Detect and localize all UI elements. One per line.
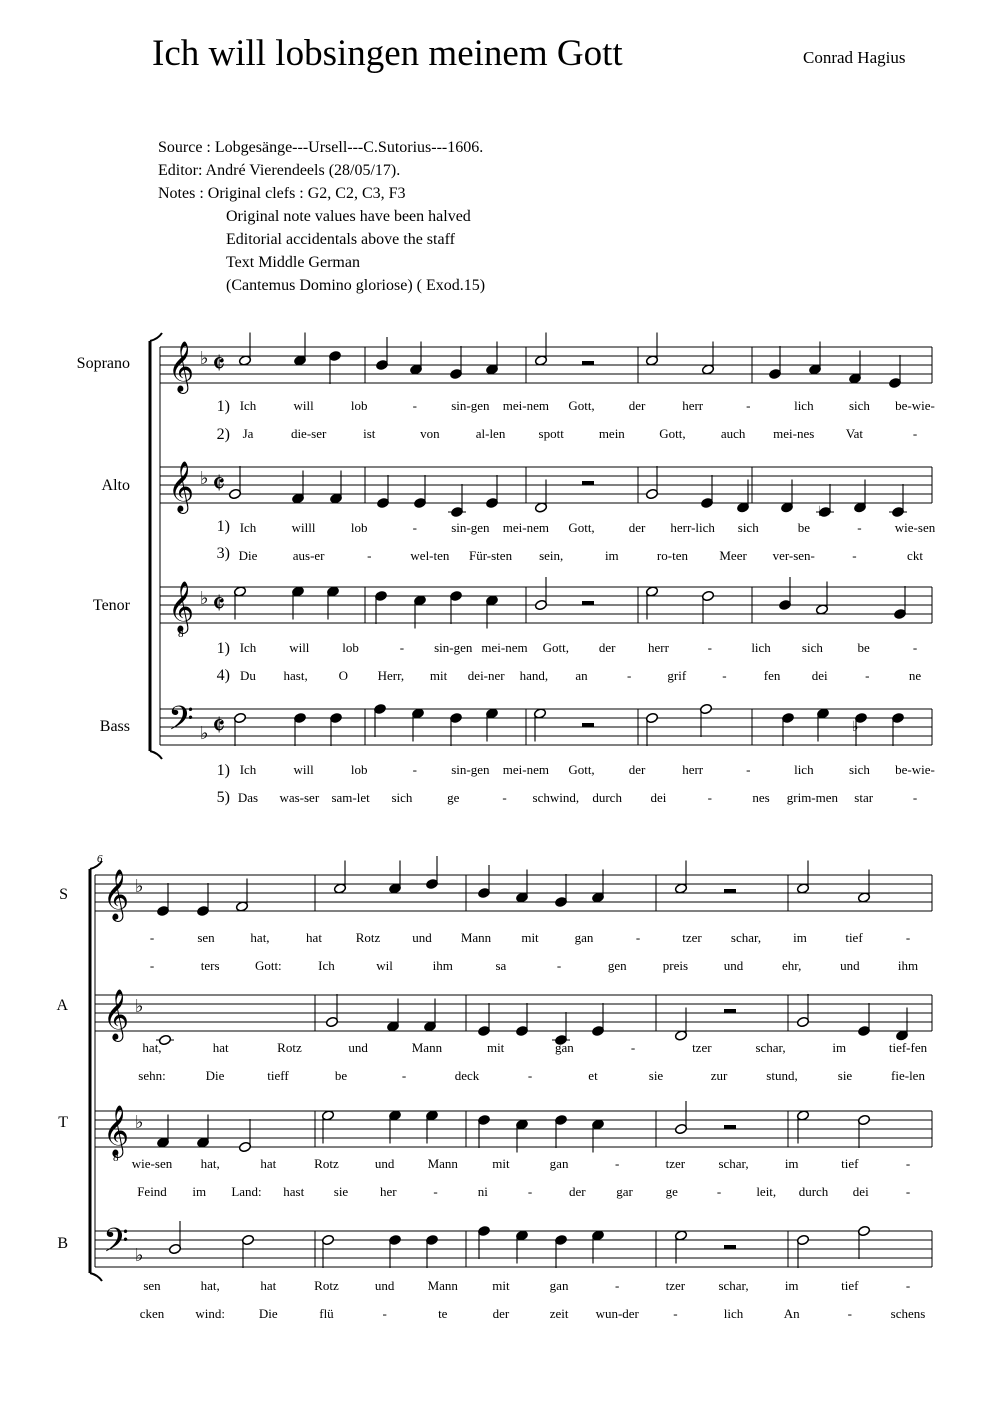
half-rest bbox=[582, 481, 594, 485]
lyric-syllable: Rotz bbox=[314, 1278, 339, 1293]
lyric-syllable: preis bbox=[662, 958, 689, 973]
lyric-syllable: Gott: bbox=[254, 958, 282, 973]
lyric-syllable: - bbox=[401, 1068, 407, 1083]
lyric-syllable: ge bbox=[665, 1184, 678, 1199]
lyric-syllable: hat bbox=[260, 1156, 277, 1171]
lyric-syllable: deck bbox=[454, 1068, 480, 1083]
lyric-syllable: sin-gen bbox=[434, 640, 473, 655]
lyric-syllable: - bbox=[527, 1068, 533, 1083]
lyric-syllable: will bbox=[289, 640, 310, 655]
cut-time-icon: 𝄵 bbox=[212, 348, 226, 381]
octave-mark: 8 bbox=[113, 1152, 119, 1164]
lyric-syllable: be-wie- bbox=[895, 398, 935, 413]
lyric-syllable: hat, bbox=[200, 1156, 220, 1171]
half-rest bbox=[724, 1245, 736, 1249]
lyric-syllable: lich bbox=[794, 398, 814, 413]
lyric-syllable: Ich bbox=[239, 520, 257, 535]
lyric-syllable: mit bbox=[492, 1278, 510, 1293]
lyric-syllable: be-wie- bbox=[895, 762, 935, 777]
lyric-syllable: an bbox=[575, 668, 588, 683]
verse-number: 5) bbox=[216, 789, 230, 806]
lyric-syllable: dei bbox=[852, 1184, 869, 1199]
lyric-syllable: sehn: bbox=[138, 1068, 166, 1083]
lyric-syllable: - bbox=[149, 930, 155, 945]
lyric-syllable: im bbox=[793, 930, 807, 945]
half-rest bbox=[724, 889, 736, 893]
lyric-syllable: der bbox=[628, 762, 646, 777]
lyric-syllable: und bbox=[374, 1278, 395, 1293]
lyric-syllable: her bbox=[379, 1184, 397, 1199]
accidentals-note: Editorial accidentals above the staff bbox=[226, 231, 455, 248]
lyric-syllable: stund, bbox=[766, 1068, 798, 1083]
lyric-syllable: mei-nem bbox=[502, 762, 550, 777]
lyric-syllable: - bbox=[707, 790, 712, 805]
flat-icon: ♭ bbox=[200, 588, 209, 608]
lyric-syllable: und bbox=[374, 1156, 395, 1171]
lyric-syllable: Die bbox=[238, 548, 258, 563]
lyric-syllable: sein, bbox=[539, 548, 564, 563]
lyric-syllable: tief bbox=[841, 1278, 859, 1293]
lyric-syllable: mit bbox=[486, 1040, 505, 1055]
lyric-syllable: - bbox=[149, 958, 155, 973]
lyric-syllable: hat bbox=[212, 1040, 229, 1055]
lyric-syllable: Du bbox=[240, 668, 256, 683]
lyric-syllable: gan bbox=[574, 930, 594, 945]
lyric-syllable: schar, bbox=[718, 1156, 749, 1171]
lyric-syllable: - bbox=[630, 1040, 636, 1055]
lyric-syllable: im bbox=[784, 1278, 799, 1293]
lyric-syllable: sen bbox=[197, 930, 215, 945]
composer-name: Conrad Hagius bbox=[803, 48, 906, 67]
lyric-syllable: hast bbox=[283, 1184, 305, 1199]
lyric-syllable: lob bbox=[342, 640, 359, 655]
text-note: Text Middle German bbox=[226, 254, 360, 271]
voice-label-short: B bbox=[57, 1235, 68, 1252]
lyric-syllable: flü bbox=[319, 1306, 334, 1321]
lyric-syllable: Gott, bbox=[542, 640, 570, 655]
lyric-syllable: gan bbox=[549, 1156, 569, 1171]
lyric-syllable: sie bbox=[333, 1184, 349, 1199]
lyric-syllable: te bbox=[438, 1306, 448, 1321]
clefs-note: Notes : Original clefs : G2, C2, C3, F3 bbox=[158, 185, 406, 202]
lyric-syllable: - bbox=[852, 548, 857, 563]
lyric-syllable: im bbox=[784, 1156, 799, 1171]
lyric-syllable: - bbox=[527, 1184, 533, 1199]
verse-number: 1) bbox=[216, 762, 230, 779]
lyric-syllable: tzer bbox=[692, 1040, 712, 1055]
lyric-syllable: leit, bbox=[756, 1184, 777, 1199]
flat-icon: ♭ bbox=[852, 720, 859, 735]
lyric-syllable: lob bbox=[350, 762, 368, 777]
cut-time-icon: 𝄵 bbox=[212, 468, 226, 501]
lyric-syllable: hat, bbox=[200, 1278, 220, 1293]
lyric-syllable: be bbox=[797, 520, 810, 535]
lyric-syllable: ihm bbox=[432, 958, 453, 973]
lyric-syllable: sen bbox=[143, 1278, 161, 1293]
lyric-syllable: mei-nem bbox=[502, 398, 550, 413]
half-rest bbox=[582, 723, 594, 727]
lyric-syllable: wun-der bbox=[595, 1306, 639, 1321]
lyric-syllable: ters bbox=[200, 958, 220, 973]
lyric-syllable: Ich bbox=[239, 398, 257, 413]
lyric-syllable: herr bbox=[682, 398, 704, 413]
lyric-syllable: tief bbox=[841, 1156, 859, 1171]
lyric-syllable: al-len bbox=[475, 426, 506, 441]
lyric-syllable: Mann bbox=[427, 1278, 458, 1293]
lyric-syllable: zur bbox=[710, 1068, 728, 1083]
lyric-syllable: tzer bbox=[665, 1156, 686, 1171]
lyric-syllable: schar, bbox=[730, 930, 762, 945]
lyric-syllable: aus-er bbox=[292, 548, 325, 563]
treble-clef-icon: 𝄞 bbox=[103, 990, 130, 1039]
lyric-syllable: Rotz bbox=[277, 1040, 302, 1055]
lyric-syllable: - bbox=[905, 930, 911, 945]
lyric-syllable: hat bbox=[306, 930, 322, 945]
lyric-syllable: herr bbox=[682, 762, 704, 777]
flat-icon: ♭ bbox=[200, 723, 209, 743]
voice-label-short: S bbox=[59, 886, 68, 903]
lyric-syllable: - bbox=[412, 520, 417, 535]
lyric-syllable: mit bbox=[521, 930, 539, 945]
voice-label-short: T bbox=[58, 1114, 68, 1131]
lyric-syllable: lich bbox=[794, 762, 814, 777]
octave-mark: 8 bbox=[178, 628, 184, 640]
lyric-syllable: hast, bbox=[283, 668, 308, 683]
lyric-syllable: - bbox=[746, 398, 751, 413]
lyric-syllable: Meer bbox=[719, 548, 747, 563]
psalm-note: (Cantemus Domino gloriose) ( Exod.15) bbox=[226, 277, 486, 294]
lyric-syllable: und bbox=[348, 1040, 368, 1055]
lyric-syllable: mei-nes bbox=[773, 426, 815, 441]
lyric-syllable: dei bbox=[650, 790, 667, 805]
lyric-syllable: ehr, bbox=[782, 958, 802, 973]
verse-number: 1) bbox=[216, 518, 230, 535]
cut-time-icon: 𝄵 bbox=[212, 710, 226, 743]
lyric-syllable: - bbox=[615, 1156, 620, 1171]
lyric-syllable: Rotz bbox=[355, 930, 381, 945]
lyric-syllable: - bbox=[626, 668, 632, 683]
lyric-syllable: Ich bbox=[239, 640, 257, 655]
lyric-syllable: tzer bbox=[682, 930, 702, 945]
lyric-syllable: was-ser bbox=[279, 790, 320, 805]
treble-clef-icon: 𝄞 bbox=[168, 342, 195, 391]
voice-label: Bass bbox=[99, 718, 130, 735]
lyric-syllable: Feind bbox=[137, 1184, 167, 1199]
lyric-syllable: - bbox=[615, 1278, 620, 1293]
lyric-syllable: sam-let bbox=[331, 790, 370, 805]
lyric-syllable: ne bbox=[908, 668, 922, 683]
lyric-syllable: tieff bbox=[267, 1068, 289, 1083]
lyric-syllable: hat bbox=[260, 1278, 277, 1293]
lyric-syllable: durch bbox=[798, 1184, 829, 1199]
lyric-syllable: mei-nem bbox=[502, 520, 550, 535]
lyric-syllable: be bbox=[334, 1068, 348, 1083]
lyric-syllable: im bbox=[604, 548, 619, 563]
lyric-syllable: Mann bbox=[411, 1040, 443, 1055]
lyric-syllable: - bbox=[635, 930, 641, 945]
lyric-syllable: - bbox=[502, 790, 507, 805]
lyric-syllable: star bbox=[854, 790, 874, 805]
voice-label: Soprano bbox=[76, 355, 130, 372]
lyric-syllable: lich bbox=[751, 640, 771, 655]
lyric-syllable: hat, bbox=[142, 1040, 162, 1055]
flat-icon: ♭ bbox=[135, 996, 144, 1016]
lyric-syllable: tief-fen bbox=[888, 1040, 928, 1055]
lyric-syllable: Herr, bbox=[377, 668, 405, 683]
lyric-syllable: gan bbox=[554, 1040, 574, 1055]
lyric-syllable: der bbox=[598, 640, 616, 655]
lyric-syllable: nes bbox=[752, 790, 770, 805]
lyric-syllable: Gott, bbox=[568, 398, 595, 413]
lyric-syllable: - bbox=[746, 762, 751, 777]
lyric-syllable: - bbox=[905, 1156, 911, 1171]
lyric-syllable: - bbox=[905, 1184, 911, 1199]
score-title: Ich will lobsingen meinem Gott bbox=[152, 33, 623, 74]
lyric-syllable: schwind, bbox=[532, 790, 580, 805]
voice-label: Alto bbox=[101, 477, 130, 494]
lyric-syllable: wie-sen bbox=[131, 1156, 173, 1171]
lyric-syllable: Die bbox=[205, 1068, 225, 1083]
lyric-syllable: sich bbox=[737, 520, 759, 535]
lyric-syllable: Rotz bbox=[314, 1156, 339, 1171]
lyric-syllable: hat, bbox=[250, 930, 270, 945]
lyric-syllable: - bbox=[367, 548, 372, 563]
lyric-syllable: im bbox=[832, 1040, 847, 1055]
lyric-syllable: wel-ten bbox=[410, 548, 450, 563]
lyric-syllable: ihm bbox=[897, 958, 919, 973]
lyric-syllable: wie-sen bbox=[894, 520, 936, 535]
bass-clef-icon: 𝄢 bbox=[168, 700, 194, 745]
lyric-syllable: Die bbox=[258, 1306, 278, 1321]
lyric-syllable: der bbox=[628, 398, 646, 413]
lyric-syllable: dei bbox=[811, 668, 828, 683]
measure-number: 6 bbox=[97, 853, 103, 865]
lyric-syllable: schar, bbox=[718, 1278, 749, 1293]
lyric-syllable: - bbox=[399, 640, 405, 655]
lyric-syllable: Vat bbox=[845, 426, 864, 441]
lyric-syllable: sin-gen bbox=[451, 398, 490, 413]
lyric-syllable: der bbox=[568, 1184, 586, 1199]
lyric-syllable: sie bbox=[837, 1068, 853, 1083]
lyric-syllable: der bbox=[492, 1306, 510, 1321]
bracket-hook-bottom bbox=[90, 1273, 102, 1281]
voice-label: Tenor bbox=[92, 597, 130, 614]
lyric-syllable: sich bbox=[801, 640, 823, 655]
lyric-syllable: von bbox=[420, 426, 440, 441]
lyric-syllable: ist bbox=[363, 426, 376, 441]
lyric-syllable: will bbox=[293, 762, 314, 777]
lyric-syllable: - bbox=[412, 398, 417, 413]
lyric-syllable: sa bbox=[495, 958, 507, 973]
lyric-syllable: - bbox=[912, 640, 918, 655]
lyric-syllable: sin-gen bbox=[451, 520, 490, 535]
values-note: Original note values have been halved bbox=[226, 208, 471, 225]
lyric-syllable: tief bbox=[845, 930, 863, 945]
lyric-syllable: Für-sten bbox=[469, 548, 513, 563]
lyric-syllable: auch bbox=[720, 426, 746, 441]
lyric-syllable: Ja bbox=[242, 426, 254, 441]
lyric-syllable: - bbox=[912, 426, 918, 441]
verse-number: 1) bbox=[216, 640, 230, 657]
lyric-syllable: herr-lich bbox=[670, 520, 715, 535]
lyric-syllable: ckt bbox=[907, 548, 923, 563]
source-note: Source : Lobgesänge---Ursell---C.Sutorius---1606. bbox=[158, 139, 484, 156]
lyric-syllable: dei-ner bbox=[467, 668, 505, 683]
lyric-syllable: ro-ten bbox=[656, 548, 688, 563]
lyric-syllable: - bbox=[673, 1306, 678, 1321]
lyric-syllable: - bbox=[865, 668, 870, 683]
verse-number: 1) bbox=[216, 398, 230, 415]
verse-number: 4) bbox=[216, 667, 230, 684]
lyric-syllable: durch bbox=[592, 790, 622, 805]
lyric-syllable: die-ser bbox=[290, 426, 327, 441]
lyric-syllable: sich bbox=[848, 762, 870, 777]
lyric-syllable: grim-men bbox=[786, 790, 839, 805]
lyric-syllable: - bbox=[716, 1184, 722, 1199]
lyric-syllable: ver-sen- bbox=[772, 548, 815, 563]
lyric-syllable: - bbox=[382, 1306, 387, 1321]
flat-icon: ♭ bbox=[135, 1112, 144, 1132]
flat-icon: ♭ bbox=[200, 348, 209, 368]
lyric-syllable: gen bbox=[607, 958, 627, 973]
lyric-syllable: herr bbox=[647, 640, 669, 655]
bracket-hook-bottom bbox=[150, 751, 162, 759]
lyric-syllable: lob bbox=[350, 398, 368, 413]
lyric-syllable: sich bbox=[848, 398, 870, 413]
lyric-syllable: Das bbox=[237, 790, 259, 805]
lyric-syllable: Ich bbox=[239, 762, 257, 777]
bass-clef-icon: 𝄢 bbox=[103, 1222, 129, 1267]
lyric-syllable: Mann bbox=[460, 930, 492, 945]
lyric-syllable: be bbox=[857, 640, 870, 655]
lyric-syllable: und bbox=[840, 958, 860, 973]
lyric-syllable: Gott, bbox=[659, 426, 686, 441]
flat-icon: ♭ bbox=[818, 505, 825, 520]
lyric-syllable: mit bbox=[492, 1156, 510, 1171]
lyric-syllable: - bbox=[912, 790, 918, 805]
editor-note: Editor: André Vierendeels (28/05/17). bbox=[158, 162, 401, 179]
lyric-syllable: sich bbox=[391, 790, 413, 805]
lyric-syllable: ge bbox=[447, 790, 460, 805]
lyric-syllable: spott bbox=[538, 426, 564, 441]
lyric-syllable: Land: bbox=[231, 1184, 262, 1199]
flat-icon: ♭ bbox=[135, 876, 144, 896]
lyric-syllable: mei-nem bbox=[481, 640, 528, 655]
treble-clef-icon: 𝄞 bbox=[103, 870, 130, 919]
lyric-syllable: und bbox=[412, 930, 432, 945]
lyric-syllable: cken bbox=[139, 1306, 165, 1321]
lyric-syllable: wind: bbox=[195, 1306, 225, 1321]
flat-icon: ♭ bbox=[135, 1245, 144, 1265]
treble-clef-icon: 𝄞 bbox=[168, 462, 195, 511]
lyric-syllable: - bbox=[847, 1306, 853, 1321]
lyric-syllable: willl bbox=[291, 520, 316, 535]
lyric-syllable: gan bbox=[549, 1278, 569, 1293]
lyric-syllable: et bbox=[588, 1068, 598, 1083]
verse-number: 2) bbox=[216, 426, 230, 443]
lyric-syllable: fen bbox=[763, 668, 781, 683]
lyric-syllable: will bbox=[293, 398, 314, 413]
treble-clef-icon: 𝄞 bbox=[168, 582, 195, 631]
lyric-syllable: hand, bbox=[519, 668, 549, 683]
lyric-syllable: O bbox=[338, 668, 348, 683]
lyric-syllable: mit bbox=[429, 668, 448, 683]
lyric-syllable: Mann bbox=[427, 1156, 458, 1171]
lyric-syllable: sie bbox=[648, 1068, 664, 1083]
lyric-syllable: - bbox=[707, 640, 712, 655]
half-rest bbox=[724, 1009, 736, 1013]
lyric-syllable: im bbox=[192, 1184, 207, 1199]
lyric-syllable: - bbox=[857, 520, 862, 535]
lyric-syllable: gar bbox=[616, 1184, 633, 1199]
lyric-syllable: grif bbox=[667, 668, 687, 683]
half-rest bbox=[582, 361, 594, 365]
lyric-syllable: schar, bbox=[755, 1040, 786, 1055]
voice-label-short: A bbox=[56, 997, 68, 1014]
lyric-syllable: Gott, bbox=[568, 520, 595, 535]
bracket-hook-top bbox=[150, 333, 162, 341]
lyric-syllable: Ich bbox=[318, 958, 335, 973]
lyric-syllable: An bbox=[783, 1306, 800, 1321]
lyric-syllable: Gott, bbox=[568, 762, 595, 777]
lyric-syllable: lich bbox=[723, 1306, 744, 1321]
lyric-syllable: - bbox=[556, 958, 562, 973]
flat-icon: ♭ bbox=[200, 468, 209, 488]
lyric-syllable: - bbox=[433, 1184, 438, 1199]
verse-number: 3) bbox=[216, 545, 230, 562]
treble-clef-icon: 𝄞 bbox=[103, 1106, 130, 1155]
cut-time-icon: 𝄵 bbox=[212, 588, 226, 621]
lyric-syllable: schens bbox=[890, 1306, 926, 1321]
lyric-syllable: tzer bbox=[665, 1278, 686, 1293]
lyric-syllable: ni bbox=[477, 1184, 488, 1199]
lyric-syllable: - bbox=[722, 668, 727, 683]
half-rest bbox=[724, 1125, 736, 1129]
lyric-syllable: und bbox=[723, 958, 744, 973]
lyric-syllable: zeit bbox=[549, 1306, 569, 1321]
lyric-syllable: - bbox=[905, 1278, 911, 1293]
lyric-syllable: der bbox=[628, 520, 646, 535]
half-rest bbox=[582, 601, 594, 605]
lyric-syllable: - bbox=[412, 762, 417, 777]
lyric-syllable: lob bbox=[350, 520, 368, 535]
lyric-syllable: fie-len bbox=[891, 1068, 925, 1083]
lyric-syllable: wil bbox=[376, 958, 393, 973]
lyric-syllable: mein bbox=[598, 426, 625, 441]
lyric-syllable: sin-gen bbox=[451, 762, 490, 777]
